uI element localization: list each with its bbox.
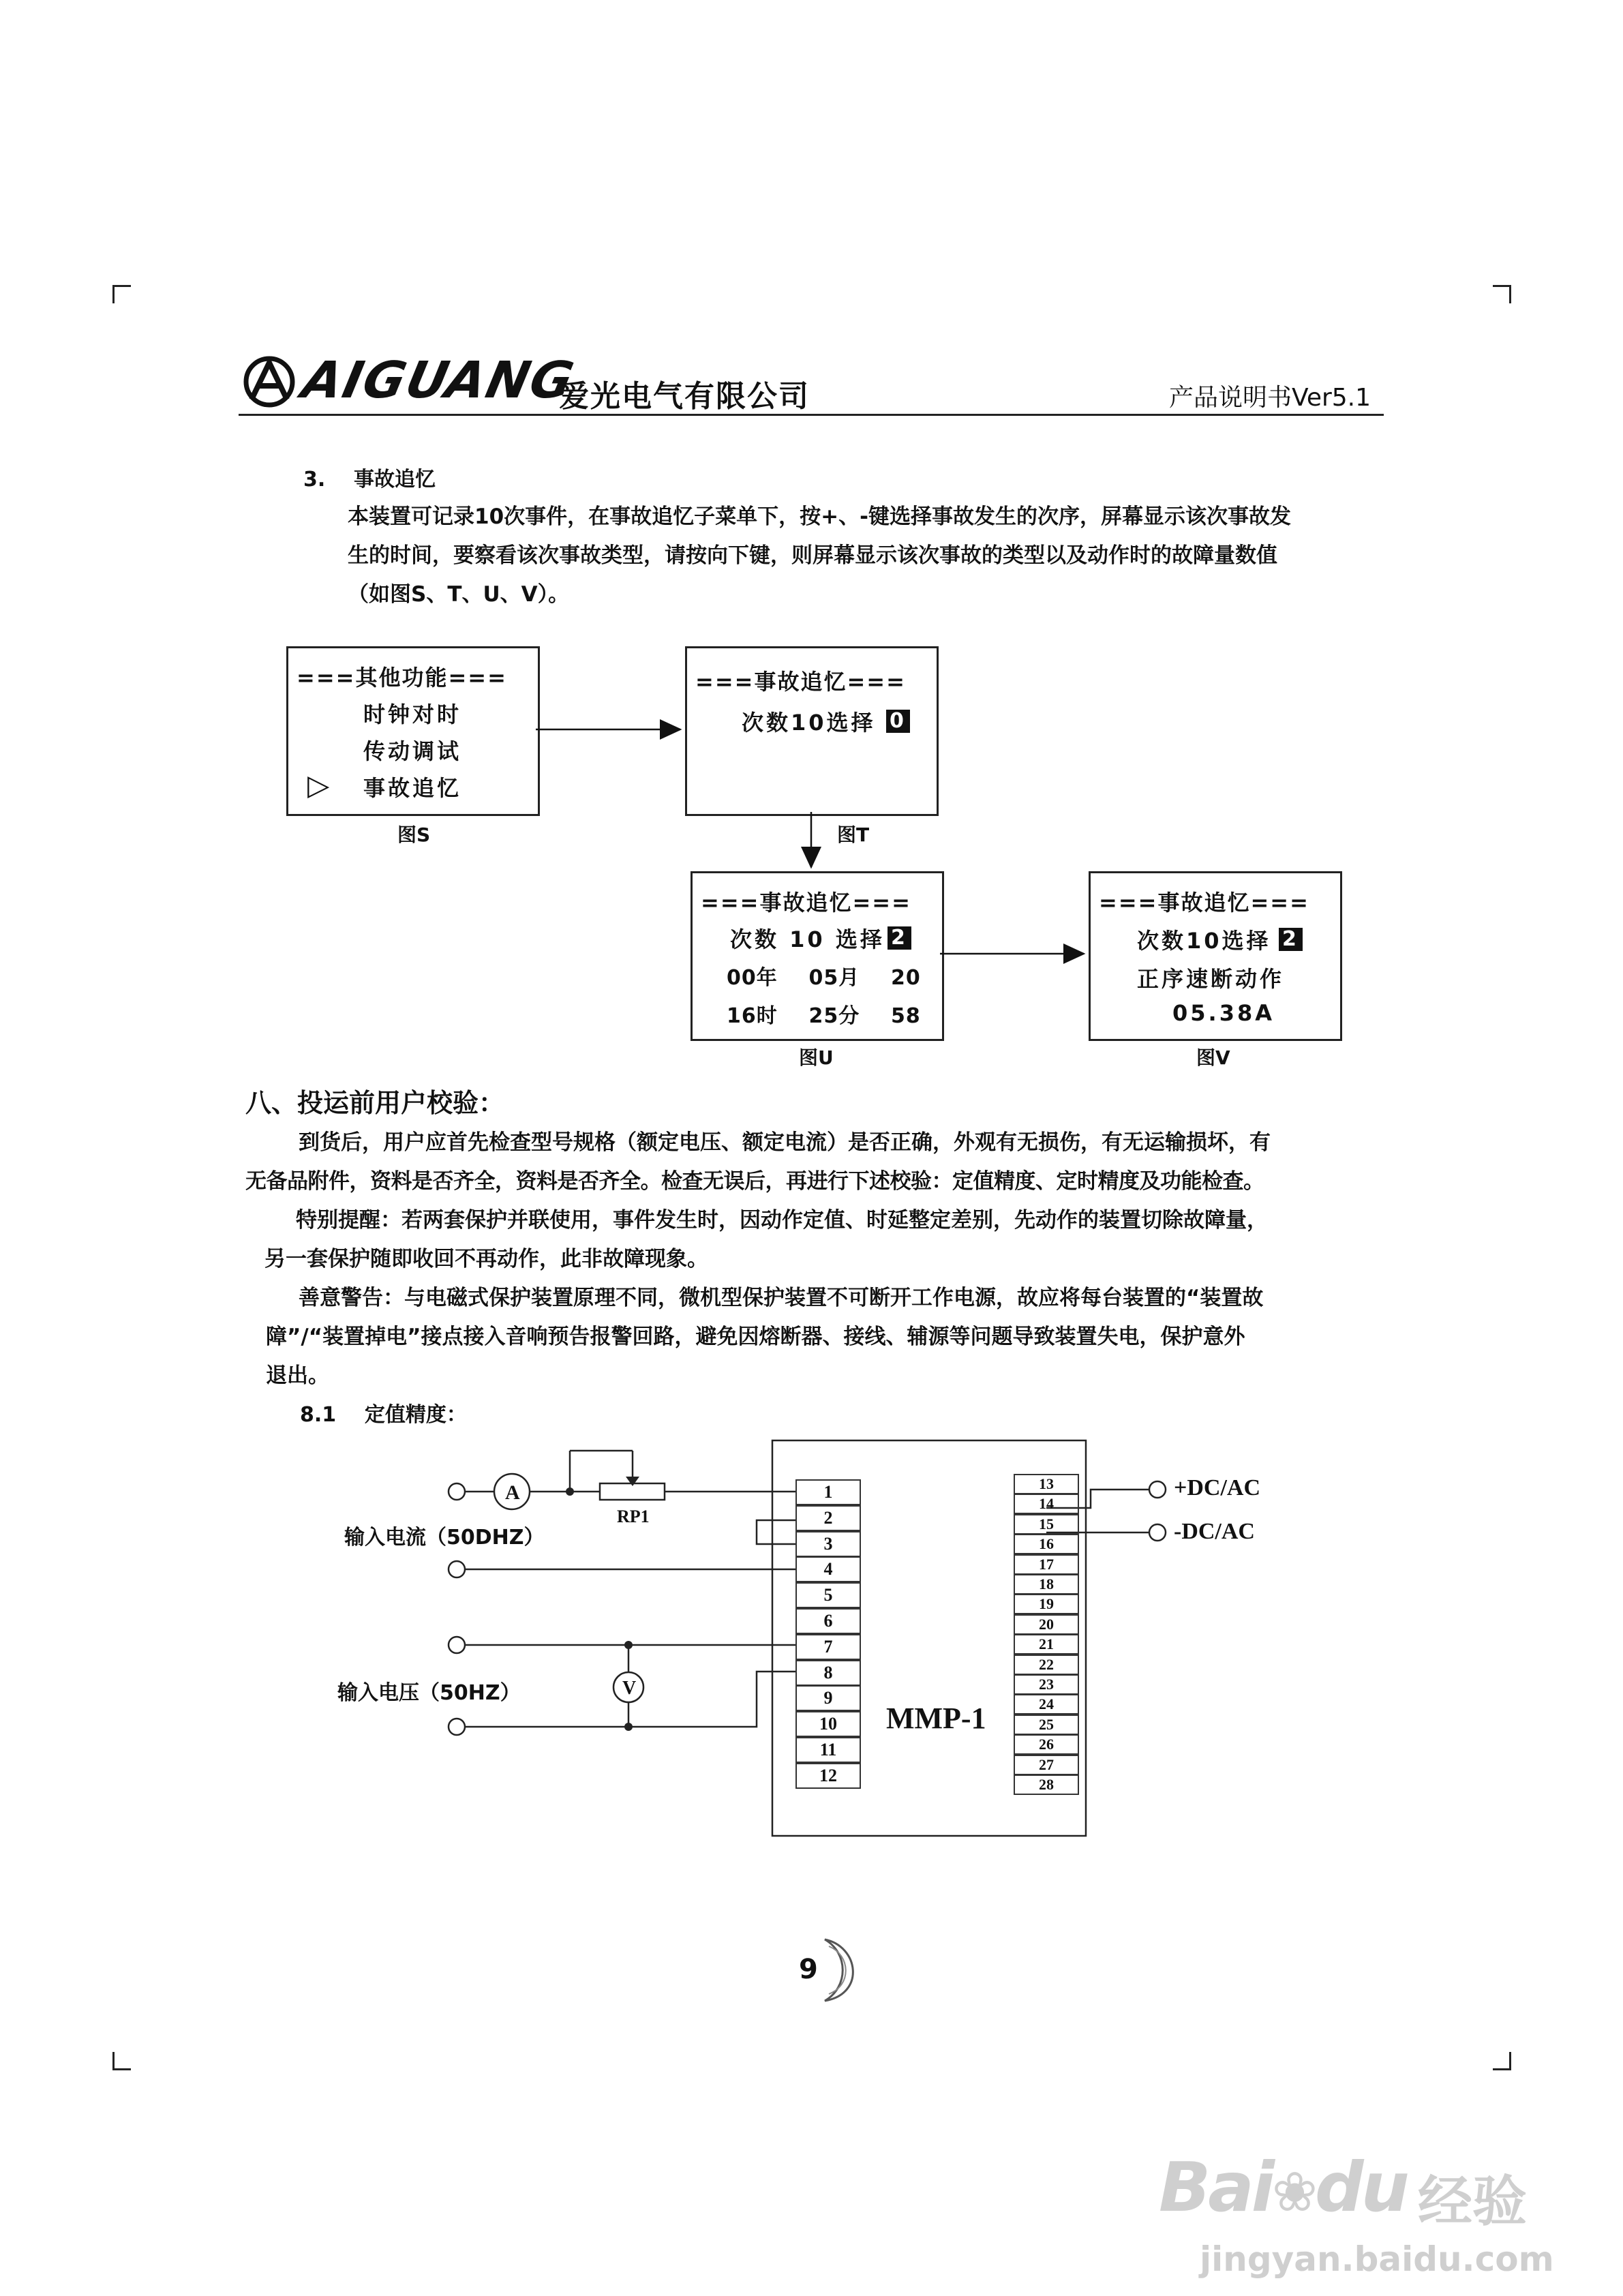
terminal-23: 23	[1014, 1674, 1079, 1695]
terminal-12: 12	[795, 1763, 861, 1789]
terminal-circle	[449, 1561, 465, 1577]
input-current-label: 输入电流（50DHZ）	[344, 1526, 545, 1550]
cursor-arrow-icon: ▷	[307, 768, 333, 802]
rp1-resistor-icon	[600, 1483, 665, 1500]
watermark-bai: Bai	[1159, 2147, 1272, 2227]
junction-dot	[624, 1641, 633, 1649]
paragraph-line: 障”/“装置掉电”接点接入音响预告报警回路，避免因熔断器、接线、辅源等问题导致装置失电，保护意外	[266, 1325, 1245, 1349]
terminal-8: 8	[795, 1660, 861, 1686]
paragraph-line: 退出。	[266, 1363, 329, 1388]
terminal-circle	[1149, 1524, 1166, 1541]
paw-icon: ❀	[1271, 2160, 1316, 2224]
terminal-27: 27	[1014, 1755, 1079, 1775]
screen-line: ===其他功能===	[297, 665, 507, 691]
terminal-20: 20	[1014, 1614, 1079, 1635]
terminal-circle	[449, 1637, 465, 1653]
selected-value: 2	[1279, 928, 1303, 951]
paragraph-line: 到货后，用户应首先检查型号规格（额定电压、额定电流）是否正确，外观有无损伤，有无运输损坏，有	[299, 1130, 1271, 1155]
ammeter-label: A	[505, 1481, 520, 1504]
terminal-7: 7	[795, 1634, 861, 1660]
terminal-26: 26	[1014, 1734, 1079, 1755]
screen-line: 00年 05月 20	[727, 966, 921, 990]
terminal-17: 17	[1014, 1554, 1079, 1575]
watermark-url: jingyan.baidu.com	[1200, 2239, 1554, 2279]
input-voltage-label: 输入电压（50HZ）	[337, 1681, 521, 1705]
screen-line: 事故追忆	[363, 775, 462, 801]
screen-line: ===事故追忆===	[695, 669, 906, 695]
terminal-3: 3	[795, 1531, 861, 1557]
subsection-8-1-title: 8.1 定值精度：	[300, 1403, 467, 1427]
terminal-2: 2	[795, 1505, 861, 1531]
screen-line: ===事故追忆===	[701, 890, 911, 916]
paragraph-line: 生的时间，要察看该次事故类型，请按向下键，则屏幕显示该次事故的类型以及动作时的故障量数值	[348, 543, 1277, 568]
terminal-24: 24	[1014, 1694, 1079, 1715]
selected-value: 0	[886, 710, 910, 733]
paragraph-line: 另一套保护随即收回不再动作，此非故障现象。	[264, 1247, 708, 1271]
document-title: 产品说明书Ver5.1	[1169, 384, 1371, 412]
dc-minus-label: -DC/AC	[1174, 1519, 1255, 1544]
terminal-21: 21	[1014, 1634, 1079, 1655]
terminal-14: 14	[1014, 1494, 1079, 1514]
terminal-25: 25	[1014, 1715, 1079, 1735]
resistor-label: RP1	[617, 1507, 650, 1526]
terminal-16: 16	[1014, 1534, 1079, 1554]
terminal-10: 10	[795, 1711, 861, 1737]
terminal-22: 22	[1014, 1655, 1079, 1675]
junction-dot	[624, 1723, 633, 1731]
terminal-circle	[1149, 1481, 1166, 1498]
screen-line: 次数10选择	[742, 710, 876, 736]
terminal-5: 5	[795, 1582, 861, 1608]
figure-t-caption: 图T	[837, 824, 870, 846]
screen-line: 05.38A	[1172, 1000, 1275, 1026]
device-model-label: MMP-1	[886, 1702, 986, 1735]
terminal-28: 28	[1014, 1774, 1079, 1795]
selected-value: 2	[888, 926, 911, 950]
section-3-title: 3. 事故追忆	[303, 468, 436, 492]
figure-s-caption: 图S	[397, 824, 431, 846]
terminal-13: 13	[1014, 1474, 1079, 1494]
wiper-arrow-icon	[626, 1477, 639, 1486]
paragraph-line: 善意警告：与电磁式保护装置原理不同，微机型保护装置不可断开工作电源，故应将每台装置的“装置故	[299, 1286, 1264, 1310]
terminal-9: 9	[795, 1685, 861, 1711]
screen-line: ===事故追忆===	[1099, 890, 1309, 916]
screen-line: 传动调试	[363, 738, 462, 764]
paragraph-line: 无备品附件，资料是否齐全，资料是否齐全。检查无误后，再进行下述校验：定值精度、定时精度及功能检查。	[245, 1169, 1264, 1194]
figure-v-caption: 图V	[1196, 1046, 1230, 1069]
terminal-1: 1	[795, 1479, 861, 1505]
terminal-circle	[449, 1719, 465, 1735]
paragraph-line: 本装置可记录10次事件，在事故追忆子菜单下，按+、-键选择事故发生的次序，屏幕显示该次事故发	[348, 504, 1291, 529]
screen-line: 次数 10 选择	[730, 926, 885, 952]
page-number: 9	[799, 1954, 818, 1985]
watermark-du: du	[1315, 2147, 1407, 2227]
page-swoosh-icon	[818, 1936, 866, 2004]
screen-line: 次数10选择	[1137, 928, 1271, 954]
terminal-circle	[449, 1483, 465, 1500]
company-name: 爱光电气有限公司	[559, 379, 810, 414]
terminal-4: 4	[795, 1556, 861, 1582]
screen-line: 16时 25分 58	[727, 1004, 921, 1028]
watermark-jingyan: 经验	[1418, 2170, 1527, 2233]
terminal-11: 11	[795, 1737, 861, 1763]
section-8-title: 八、投运前用户校验：	[245, 1088, 505, 1118]
terminal-6: 6	[795, 1608, 861, 1634]
terminal-15: 15	[1014, 1514, 1079, 1535]
junction-dot	[566, 1487, 574, 1496]
voltmeter-label: V	[622, 1678, 637, 1699]
terminal-19: 19	[1014, 1594, 1079, 1614]
figure-u-caption: 图U	[799, 1046, 834, 1069]
screen-line: 正序速断动作	[1137, 966, 1285, 992]
watermark-brand	[1159, 2147, 1407, 2227]
paragraph-line: （如图S、T、U、V）。	[348, 582, 570, 607]
brand-wordmark: AIGUANG	[297, 351, 580, 410]
screen-line: 时钟对时	[363, 701, 462, 727]
paragraph-line: 特别提醒：若两套保护并联使用，事件发生时，因动作定值、时延整定差别，先动作的装置切除故障量，	[296, 1208, 1268, 1233]
dc-plus-label: +DC/AC	[1174, 1475, 1261, 1500]
terminal-18: 18	[1014, 1574, 1079, 1595]
